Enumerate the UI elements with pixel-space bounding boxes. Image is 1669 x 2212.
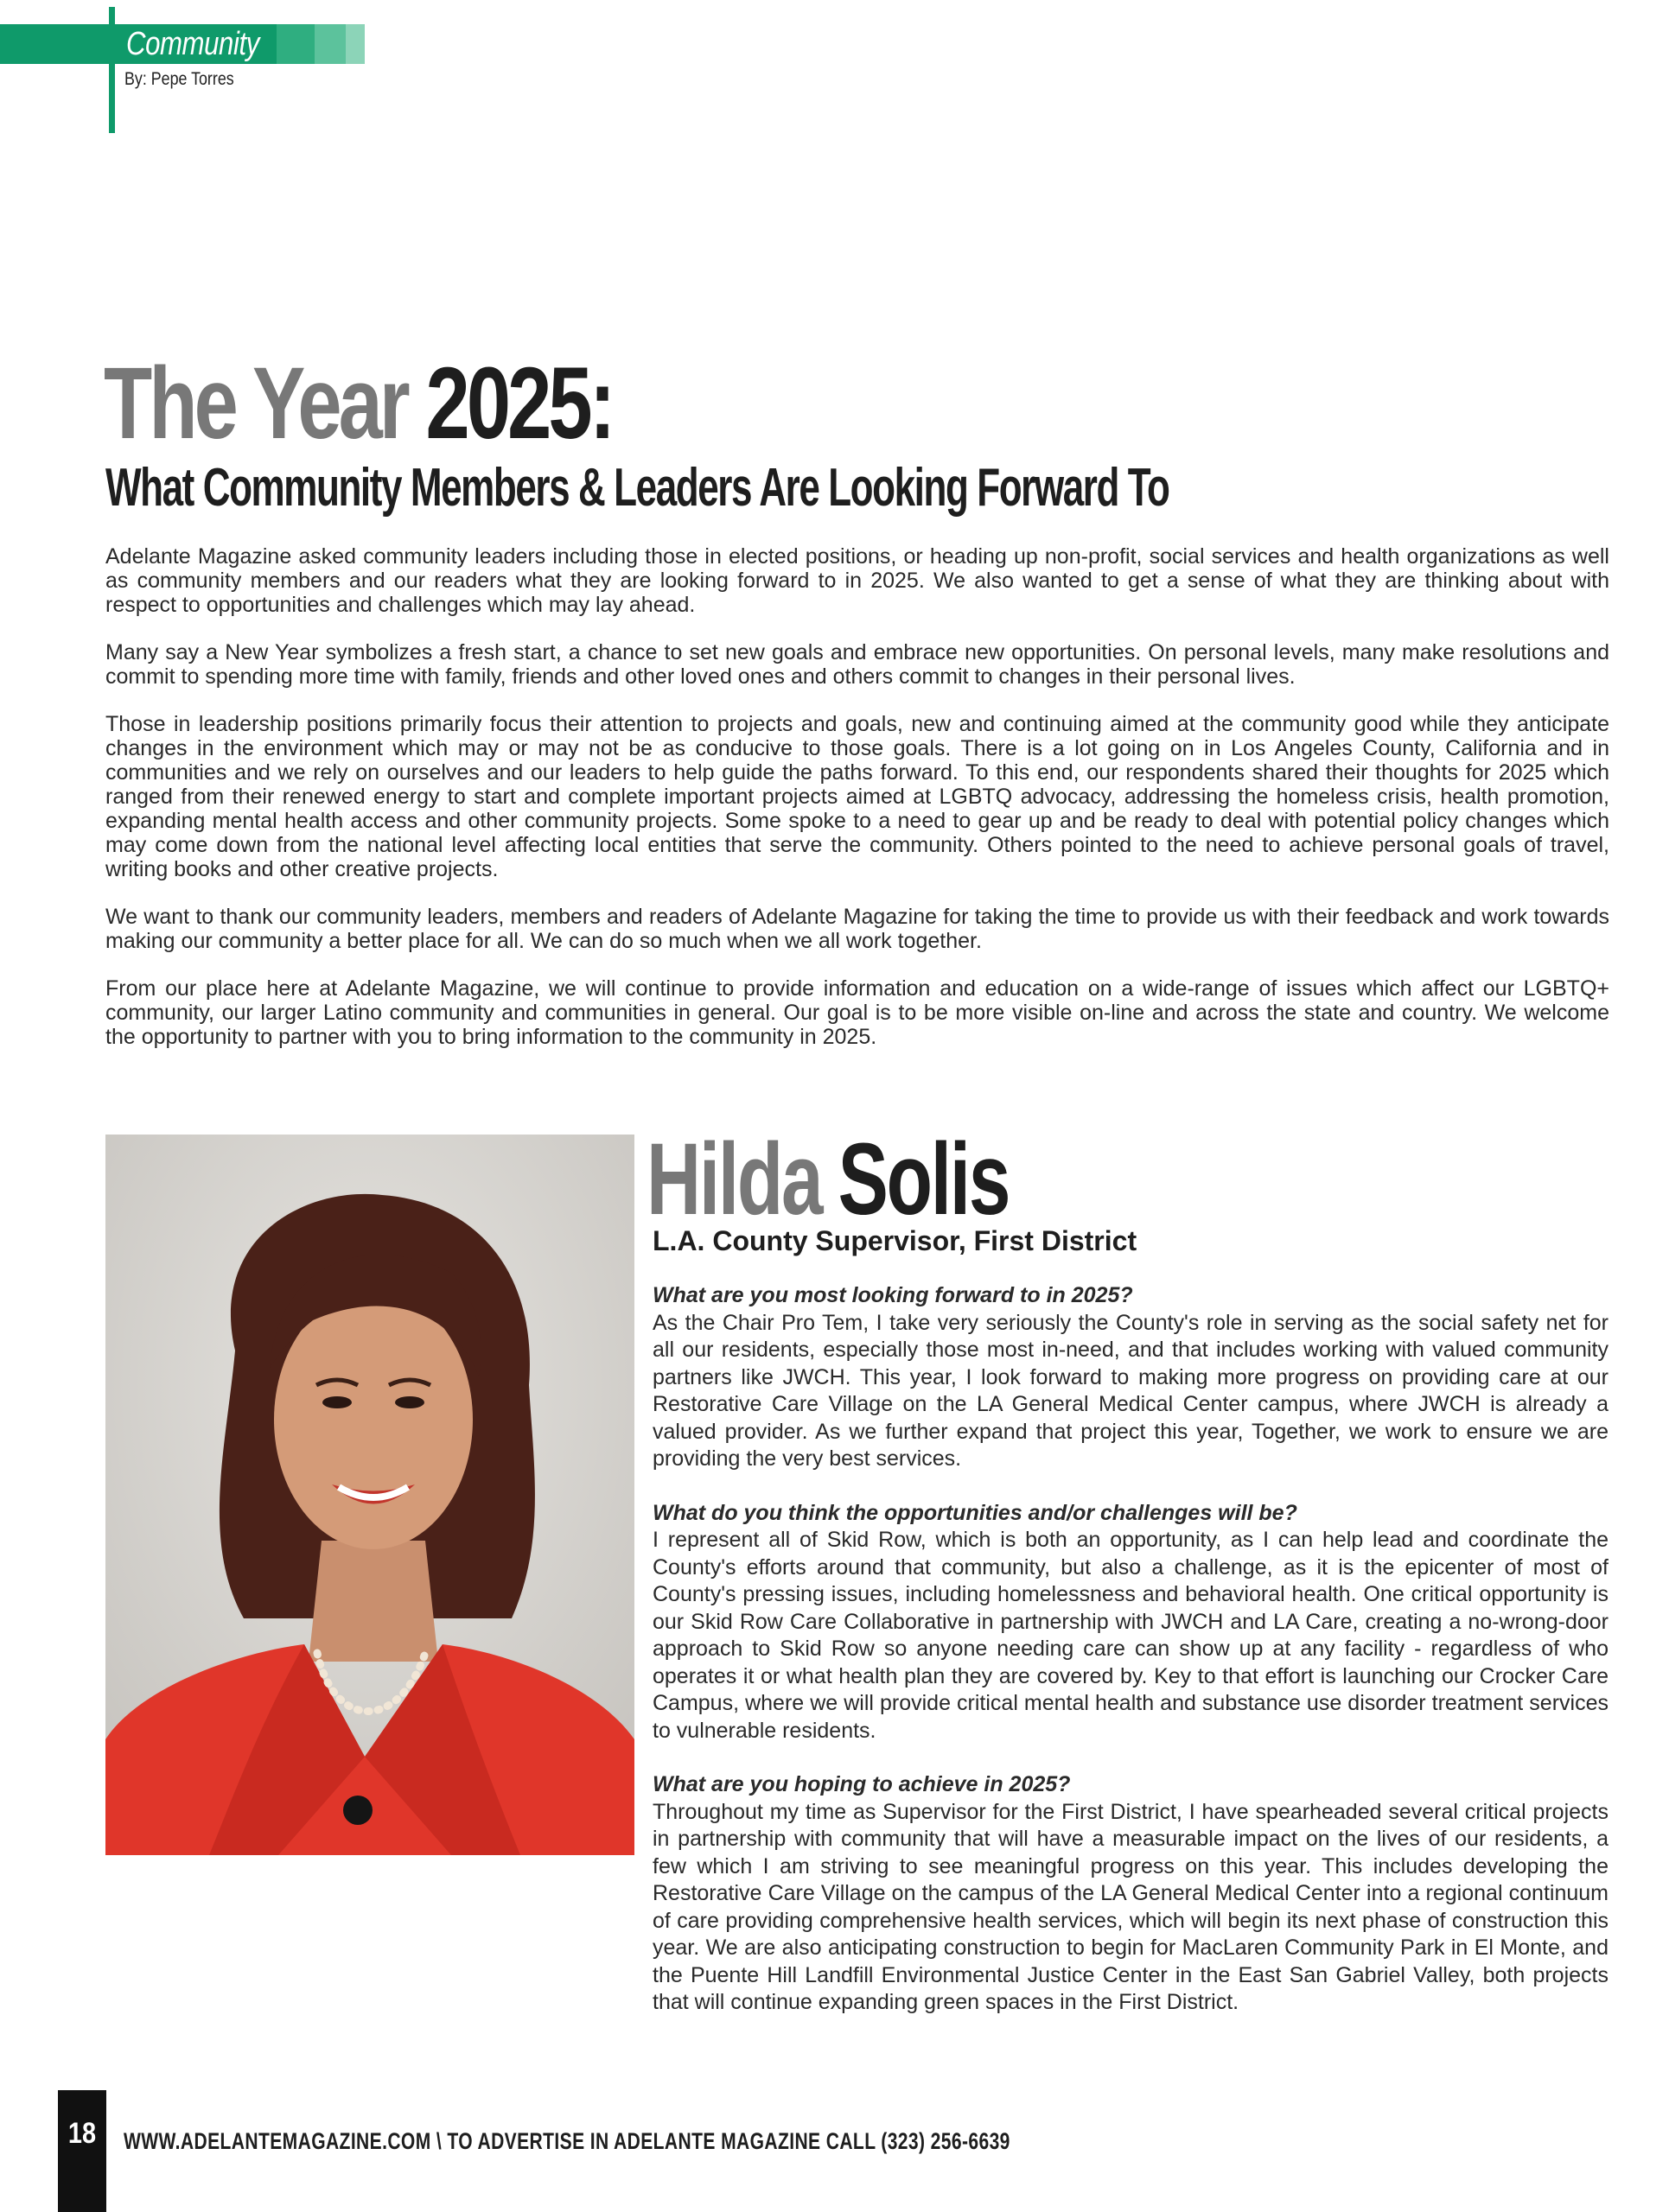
interview-qa: [653, 1282, 1608, 2044]
article-title: [104, 347, 612, 460]
profile-first-name: Hilda: [647, 1122, 822, 1236]
portrait-photo: [105, 1135, 634, 1855]
intro-paragraph: Adelante Magazine asked community leaders including those in elected positions, or heading up non-profit, social services and health organizations as well as community members and our readers what they are looking forward to in 2025. We also wanted to get a sense of what they are thinking about with respect to opportunities and challenges which may lay ahead.: [105, 544, 1609, 617]
footer-text: WWW.ADELANTEMAGAZINE.COM \ TO ADVERTISE IN ADELANTE MAGAZINE CALL (323) 256-6639: [124, 2128, 1010, 2154]
profile-name: [647, 1119, 1009, 1240]
article-intro: [105, 544, 1609, 1072]
page-number: 18: [67, 2117, 97, 2150]
section-banner-accent: [346, 24, 365, 64]
interview-question: What are you hoping to achieve in 2025?: [653, 1772, 1071, 1796]
profile-last-name: Solis: [838, 1122, 1010, 1236]
section-label: Community: [126, 26, 259, 62]
page-number-block: [58, 2090, 106, 2212]
interview-answer: As the Chair Pro Tem, I take very seriously the County's role in serving as the social safety net for all our residents, especially those most in-need, and that includes working with valued community partners like JWCH. This year, I look forward to making more progress on providing care at our Restorative Care Village on the LA General Medical Center campus, where JWCH is already a valued provider. As we further expand that project this year, Together, we work to ensure we are providing the very best services.: [653, 1310, 1608, 1471]
intro-paragraph: From our place here at Adelante Magazine, we will continue to provide information and education on a wide-range of issues which affect our LGBTQ+ community, our larger Latino community and communities in general. Our goal is to be more visible on-line and across the state and country. We welcome the opportunity to partner with you to bring information to the community in 2025.: [105, 976, 1609, 1049]
interview-question: What do you think the opportunities and/or challenges will be?: [653, 1500, 1297, 1525]
intro-paragraph: Many say a New Year symbolizes a fresh start, a chance to set new goals and embrace new opportunities. On personal levels, many make resolutions and commit to spending more time with family, friends and other loved ones and others commit to changes in their personal lives.: [105, 640, 1609, 689]
intro-paragraph: We want to thank our community leaders, members and readers of Adelante Magazine for taking the time to provide us with their feedback and work towards making our community a better place for all. We can do so much when we all work together.: [105, 905, 1609, 953]
section-banner-accent: [277, 24, 315, 64]
intro-paragraph: Those in leadership positions primarily focus their attention to projects and goals, new and continuing aimed at the community good while they anticipate changes in the environment which may or may not be as conducive to those goals. There is a lot going on in Los Angeles County, California and in communities and we rely on ourselves and our leaders to help guide the paths forward. To this end, our respondents shared their thoughts for 2025 which ranged from their renewed energy to start and complete important projects aimed at LGBTQ advocacy, addressing the homeless crisis, health promotion, expanding mental health access and other community projects. Some spoke to a need to gear up and be ready to deal with potential policy changes which may come down from the national level affecting local entities that serve the community. Others pointed to the need to achieve personal goals of travel, writing books and other creative projects.: [105, 712, 1609, 881]
interview-answer: I represent all of Skid Row, which is both an opportunity, as I can help lead and coordinate the County's efforts around that community, but also a challenge, as it is the epicenter of most of County's pressing issues, including homelessness and behavioral health. One critical opportunity is our Skid Row Care Collaborative in partnership with JWCH and LA Care, creating a no-wrong-door approach to Skid Row so anyone needing care can show up at any facility - regardless of who operates it or what health plan they are covered by. Key to that effort is launching our Crocker Care Campus, where we will provide critical mental health and substance use disorder treatment services to vulnerable residents.: [653, 1528, 1608, 1743]
title-part-1: The Year: [104, 346, 407, 461]
byline: By: Pepe Torres: [124, 69, 234, 89]
section-divider-line: [109, 7, 115, 133]
title-part-2: 2025:: [425, 346, 613, 461]
article-subtitle: What Community Members & Leaders Are Looking Forward To: [105, 458, 1169, 518]
interview-answer: Throughout my time as Supervisor for the First District, I have spearheaded several critical projects in partnership with community that will have a measurable impact on the lives of our residents, a few which I am striving to see meaningful progress on this year. This includes developing the Restorative Care Village on the campus of the LA General Medical Center into a regional continuum of care providing comprehensive health services, which will begin its next phase of construction this year. We are also anticipating construction to begin for MacLaren Community Park in El Monte, and the Puente Hill Landfill Environmental Justice Center in the East San Gabriel Valley, both projects that will continue expanding green spaces in the First District.: [653, 1799, 1608, 2014]
profile-role: L.A. County Supervisor, First District: [653, 1225, 1137, 1256]
section-banner-accent: [315, 24, 346, 64]
portrait-illustration: [105, 1135, 634, 1855]
interview-question: What are you most looking forward to in 2025?: [653, 1283, 1133, 1307]
